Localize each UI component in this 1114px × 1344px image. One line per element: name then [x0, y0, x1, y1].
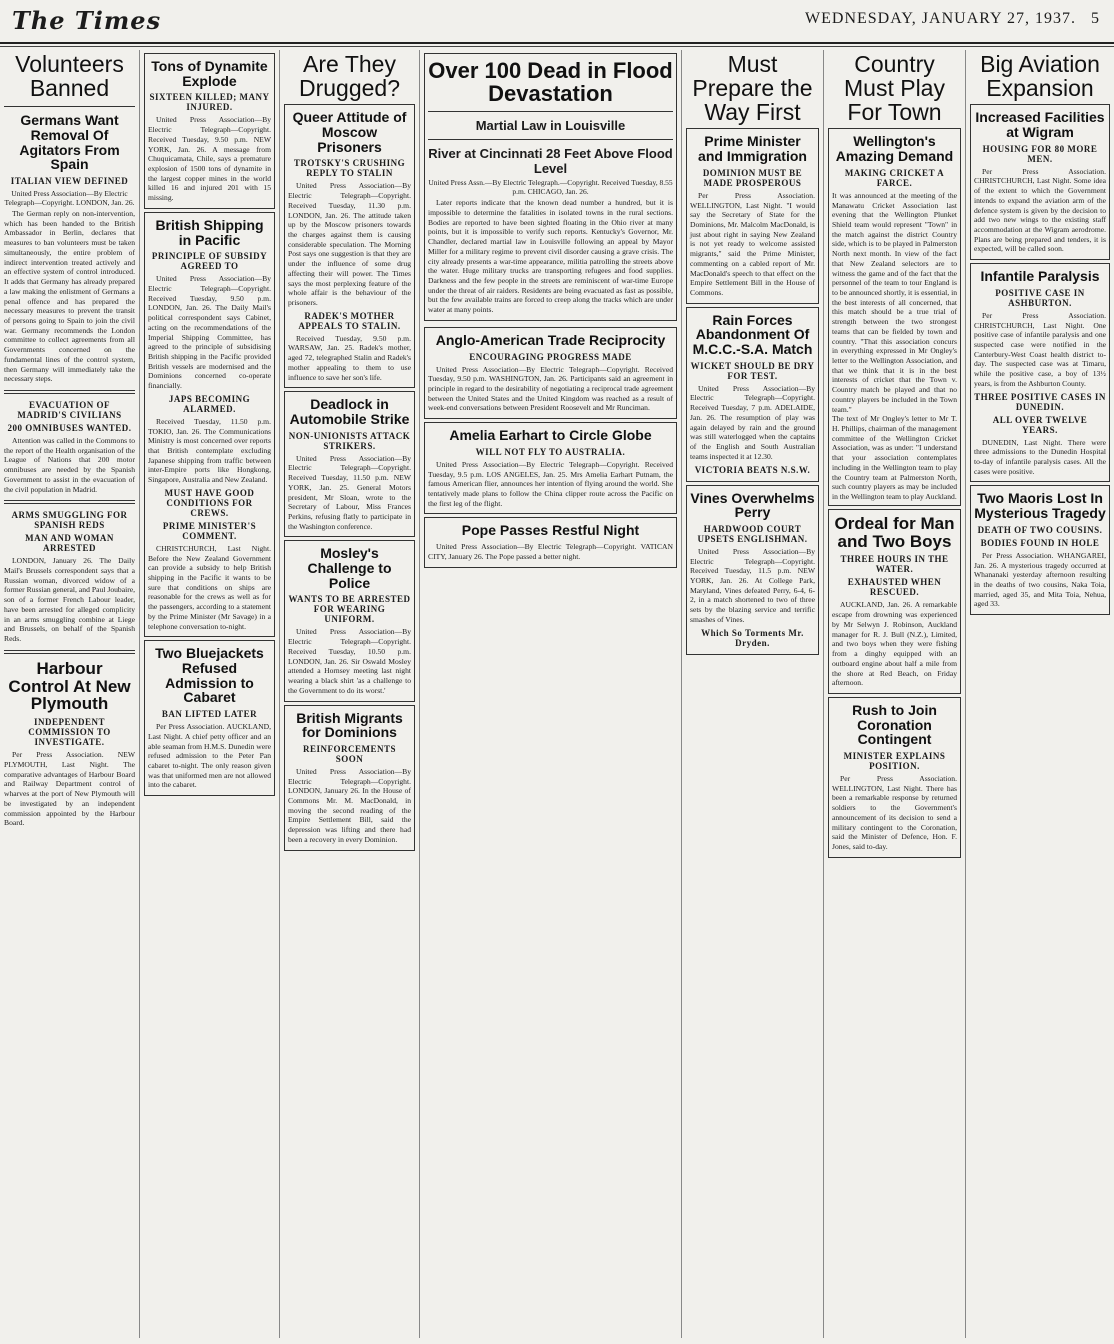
subhead: ALL OVER TWELVE YEARS. — [992, 414, 1088, 435]
article-body: United Press Association—By Electric Telegraph—Copyright. Received Tuesday, 9.50 p.m. WASHINGTON, Jan. 26. Participants said an agreement in principle in regard to the desirability of negotiating a reciprocal trade agreement between the United States and the United Kingdom was reached as a result of week-end conversations between President Roosevelt and Mr Runciman. — [428, 364, 673, 413]
headline: Two Bluejackets Refused Admission to Cabaret — [155, 645, 264, 706]
article-body: Per Press Association. NEW PLYMOUTH, Last Night. The comparative advantages of Harbour Board and Railway Department control of wharves at the port of New Plymouth will be investigated by an independent commission appointed by the Harbour Board. — [4, 750, 135, 828]
subhead: WICKET SHOULD BE DRY FOR TEST. — [690, 360, 815, 381]
article-box — [284, 540, 415, 701]
headline: Infantile Paralysis — [980, 268, 1100, 285]
divider — [428, 111, 673, 112]
article-body: DUNEDIN, Last Night. There were three admissions to the Dunedin Hospital to-day of infantile paralysis cases. All the cases were positive. — [974, 437, 1106, 476]
headline: Two Maoris Lost In Mysterious Tragedy — [974, 490, 1106, 522]
subhead: PRINCIPLE OF SUBSIDY AGREED TO — [151, 251, 268, 272]
article-body: United Press Association—By Electric Telegraph—Copyright. VATICAN CITY, January 26. The Pope passed a better night. — [428, 542, 673, 561]
subhead: RADEK'S MOTHER APPEALS TO STALIN. — [298, 310, 401, 331]
subhead: SIXTEEN KILLED; MANY INJURED. — [149, 92, 270, 113]
subhead: EXHAUSTED WHEN RESCUED. — [847, 577, 942, 598]
subhead: POSITIVE CASE IN ASHBURTON. — [995, 287, 1085, 308]
lead-subhead: River at Cincinnati 28 Feet Above Flood Level — [428, 146, 673, 177]
article-box — [424, 517, 677, 567]
headline: Vines Overwhelms Perry — [690, 489, 815, 521]
column-3 — [280, 50, 420, 1338]
subhead: BAN LIFTED LATER — [161, 709, 258, 720]
article-body: The German reply on non-intervention, which has been handed to the British Ambassador in Berlin, declares that measures to ban volunteers must be taken simultaneously, the entire problem of indirect intervention treated actively and an effective system of control introduced. It adds that Germany has already prepared a law making the enlistment of Germans a penal offence and has prepared the necessary measures to prevent the transit of persons going to Spain to join the civil war. Germany recommends the London committee to collect agreements from all Governments concerned on the fundamental lines of the control system, then Germany will immediately take the necessary steps. — [4, 209, 135, 384]
headline: Tons of Dynamite Explode — [151, 58, 268, 89]
article-body: Per Press Association. WELLINGTON, Last Night. There has been a remarkable response by returned soldiers to the Government's announcement of its decision to send a military contingent to the Coronation, said the Minister of Defence, Hon. F. Jones, said to-day. — [832, 774, 957, 852]
article-body: Later reports indicate that the known dead number a hundred, but it is impossible to determine the fatalities in isolated towns in the rural sections. Bodies are reported to have been sighted floating in the Ohio river at many points, but it is impossible to verify such reports. Kentucky's Governor, Mr. Chandler, declared martial law in Louisville following an appeal by Mayor Miller for a military regime to prevent civil disorder causing a grave crisis. The city already presents a war-time appearance, militia patrolling the streets above the water. Huge military trucks are transporting refugees and food supplies. Darkness and the few people in the streets are reminiscent of war-time Europe under the threat of air raiders. Residents are being evacuated as fast as possible, but the few available trains are forced to creep along the tracks which are under water at many points. — [428, 198, 673, 315]
subhead: TROTSKY'S CRUSHING REPLY TO STALIN — [293, 158, 406, 179]
article-body: Per Press Association. WHANGAREI, Jan. 26. A mysterious tragedy occurred at Whananaki yesterday afternoon resulting in the deaths of two cousins, Naka Toia, married, aged 35, and Mita Toia, Nehua, aged 33. — [974, 550, 1106, 609]
article-box — [828, 128, 961, 505]
masthead-title: The Times — [12, 6, 162, 35]
headline: Wellington's Amazing Demand — [835, 133, 954, 165]
article-box — [828, 509, 961, 694]
headline: Country Must Play For Town — [844, 51, 945, 126]
masthead — [0, 0, 1114, 44]
article-box — [284, 391, 415, 537]
subhead: REINFORCEMENTS SOON — [302, 743, 396, 764]
headline: Volunteers Banned — [15, 51, 124, 102]
divider — [4, 500, 135, 504]
article-box — [970, 485, 1110, 615]
article-body: The text of Mr Ongley's letter to Mr T. H. Phillips, chairman of the management committee of the Wellington Cricket Association, was as under: "I understand that your association contemplates including in the Wellington team to play the Country team at Palmerston North, such country players as may be included in the Wellington team to play Auckland. — [832, 414, 957, 502]
article-box — [144, 640, 275, 796]
divider — [4, 390, 135, 394]
headline: Pope Passes Restful Night — [461, 522, 640, 539]
article-body: Per Press Association. AUCKLAND, Last Night. A chief petty officer and an able seaman from H.M.S. Dunedin were refused admission to the Peter Pan cabaret to-night. The only reason given was that uniformed men are not allowed into the cabaret. — [148, 722, 271, 790]
subcolumn — [424, 324, 677, 571]
masthead-rule — [0, 46, 1114, 47]
subhead: ENCOURAGING PROGRESS MADE — [469, 351, 632, 362]
article-body: Received Tuesday, 11.50 p.m. TOKIO, Jan. 26. The Communications Ministry is most concerned over reports that British contemplate excluding Japanese shipping from traffic between inter-Empire ports like Hongkong, Singapore, Australia and New Zealand. — [148, 416, 271, 485]
article-box — [970, 263, 1110, 482]
article-body: Per Press Association. WELLINGTON, Last Night. "I would say the Secretary of State for the Dominions, Mr. Malcolm MacDonald, is just about right in saying New Zealand is not yet ready to welcome assisted migrants," said the Prime Minister, commenting on a cabled report of Mr. MacDonald's speech to that effect on the Empire Settlement Bill in the House of Commons. — [690, 190, 815, 297]
subhead: HOUSING FOR 80 MORE MEN. — [982, 143, 1098, 164]
subhead: HARDWOOD COURT UPSETS ENGLISHMAN. — [697, 523, 808, 544]
column-6 — [824, 50, 966, 1338]
article-body: Per Press Association. CHRISTCHURCH, Last Night. One positive case of infantile paralysis and one suspected case were notified in the Canterbury-West Coast health district to-day. The suspected case was at Timaru, while the positive case, a boy of 13½ years, is from the Ashburton County. — [974, 310, 1106, 388]
column-7-8 — [966, 50, 1114, 1338]
article-body: United Press Association—By Electric Telegraph—Copyright. Received Tuesday, 7 p.m. ADELAIDE, Jan. 26. The resumption of play was again delayed by rain and the ground was still waterlogged when the captains of the English and South Australian teams inspected it at 12.30. — [690, 383, 815, 461]
headline: Must Prepare the Way First — [692, 51, 813, 126]
subhead: INDEPENDENT COMMISSION TO INVESTIGATE. — [28, 717, 111, 748]
article-body: Attention was called in the Commons to the report of the Health organisation of the League of Nations that 200 motor omnibuses are needed by the Spanish Government to assist in the evacuation of the civil population in Madrid. — [4, 435, 135, 494]
lower-row — [424, 324, 677, 571]
headline: Harbour Control At New Plymouth — [8, 658, 131, 714]
subhead: MUST HAVE GOOD CONDITIONS FOR CREWS. — [164, 487, 255, 518]
article-body: United Press Association—By Electric Telegraph—Copyright. Received Tuesday, 11.50 p.m. NEW YORK, Jan. 25. General Motors president, Mr Sloan, wrote to the Secretary of Labour, Miss Frances Perkins, refusing flatly to participate in the Washington conference. — [288, 453, 411, 531]
article-box — [424, 327, 677, 419]
headline: British Migrants for Dominions — [296, 709, 403, 741]
article-body: CHRISTCHURCH, Last Night. Before the New Zealand Government can provide a subsidy to help British shipping in the Pacific it wants to be sure that conditions on ships are reasonable for the crews as well as for the passengers, according to a statement by the Prime Minister (Mr Savage) in a telephone conversation to-night. — [148, 543, 271, 631]
subhead: MAN AND WOMAN ARRESTED — [25, 533, 114, 554]
divider — [4, 650, 135, 654]
subhead: ARMS SMUGGLING FOR SPANISH REDS — [11, 510, 128, 531]
masthead-date: WEDNESDAY, JANUARY 27, 1937. — [805, 10, 1076, 27]
article-body: United Press Association—By Electric Telegraph—Copyright. Received Tuesday, 9.5 p.m. LOS ANGELES, Jan. 25. Mrs Amelia Earhart Putnam, the famous American flier, announces her intention of flying around the world. She tentatively made plans to follow the China clipper route across the Pacific on the first leg of the flight. — [428, 459, 673, 508]
headline: Anglo-American Trade Reciprocity — [435, 331, 666, 348]
article-body: United Press Association—By Electric Telegraph—Copyright. Received Tuesday, 10.50 p.m. LONDON, Jan. 26. Sir Oswald Mosley attended a Hornsey meeting last night wearing a black shirt 'as a challenge to the Government to do its worst.' — [288, 627, 411, 695]
subhead: EVACUATION OF MADRID'S CIVILIANS — [17, 399, 122, 420]
headline: Ordeal for Man and Two Boys — [834, 513, 955, 551]
headline: Amelia Earhart to Circle Globe — [449, 427, 652, 444]
article-box — [686, 307, 819, 482]
article-body: Per Press Association. CHRISTCHURCH, Last Night. Some idea of the extent to which the Government intends to expand the aviation arm of the defence system is given by the decision to add two new wings to the existing staff accommodation at the Wigram aerodrome. Plans are being prepared and tenders, it is expected, will be called soon. — [974, 166, 1106, 254]
credit-line: United Press Association—By Electric Telegraph—Copyright. LONDON, Jan. 26. — [4, 189, 135, 208]
subhead: VICTORIA BEATS N.S.W. — [694, 464, 811, 475]
article-box — [686, 485, 819, 655]
headline: Prime Minister and Immigration — [698, 133, 807, 165]
article-box — [686, 128, 819, 303]
article-body: LONDON, January 26. The Daily Mail's Brussels correspondent says that a Russian woman, divorced widow of a former Russian general, and Paul Joubaire, son of a former French Labour leader, have been arrested for alleged complicity in an arms smuggling combine at Liege and Brussels, on behalf of the Spanish Reds. — [4, 556, 135, 644]
subhead: BODIES FOUND IN HOLE — [980, 537, 1100, 548]
country-town-block — [828, 52, 961, 506]
article-box — [424, 422, 677, 514]
article-box — [284, 705, 415, 851]
article-body: United Press Association—By Electric Telegraph—Copyright. Received Tuesday, 9.50 p.m. NEW YORK, Jan. 26. A message from Chuquicamata, Chile, says a premature explosion of 1500 tons of dynamite in the largest copper mines in the world killed 16 and injured 201 with 15 missing. — [148, 115, 271, 203]
subhead: MAKING CRICKET A FARCE. — [844, 167, 945, 188]
headline: Queer Attitude of Moscow Prisoners — [292, 109, 407, 155]
article-body: United Press Association—By Electric Telegraph—Copyright. Received Tuesday, 9.50 p.m. LONDON, Jan. 26. The Daily Mail's political correspondent says Cabinet, acting on the recommendations of the Imperial Shipping Committee, has agreed to the principle of subsidising British shipping in the Pacific provided British vessels are modernised and the Dominions concerned co-operate financially. — [148, 274, 271, 391]
lead-story — [424, 53, 677, 321]
page-number: 5 — [1091, 10, 1100, 27]
column-4 — [420, 50, 682, 1338]
lead-headline: Over 100 Dead in Flood Devastation — [428, 58, 673, 107]
article-box — [144, 212, 275, 638]
headline: Deadlock in Automobile Strike — [289, 396, 410, 427]
credit-line: United Press Assn.—By Electric Telegraph.—Copyright. Received Tuesday, 8.55 p.m. CHICAGO, Jan. 26. — [428, 178, 673, 197]
subhead: WANTS TO BE ARRESTED FOR WEARING UNIFORM. — [288, 594, 411, 625]
subhead: ITALIAN VIEW DEFINED — [10, 176, 129, 187]
subhead: PRIME MINISTER'S COMMENT. — [162, 520, 257, 541]
article-box — [144, 53, 275, 209]
headline: Germans Want Removal Of Agitators From Spain — [19, 112, 120, 173]
headline: Increased Facilities at Wigram — [975, 109, 1105, 140]
subhead: Which So Torments Mr. Dryden. — [701, 627, 804, 648]
article-body: Received Tuesday, 9.50 p.m. WARSAW, Jan. 25. Radek's mother, aged 72, telegraphed Stalin and Radek's mother appealing to them to use influence to save her son's life. — [288, 333, 411, 382]
subhead: THREE POSITIVE CASES IN DUNEDIN. — [974, 391, 1106, 412]
lead-subhead: Martial Law in Louisville — [475, 118, 626, 134]
headline: Rain Forces Abandonment Of M.C.C.-S.A. Match — [692, 311, 813, 358]
subhead: DOMINION MUST BE MADE PROSPEROUS — [702, 167, 803, 188]
divider — [4, 106, 135, 107]
article-body: United Press Association—By Electric Telegraph—Copyright. Received Tuesday, 11.30 p.m. LONDON, Jan. 26. The attitude taken up by the Moscow prisoners towards the charges against them is causing considerable speculation. The Morning Post says one suggestion is that they are under the influence of some drug affecting their will power. The Times says the most perplexing feature of the whole affair is the behaviour of the prisoners. — [288, 181, 411, 307]
article-box — [284, 104, 415, 388]
article-box — [970, 104, 1110, 260]
article-box — [828, 697, 961, 858]
headline: Are They Drugged? — [298, 51, 401, 102]
subhead: NON-UNIONISTS ATTACK STRIKERS. — [288, 430, 411, 451]
divider — [428, 139, 673, 140]
subhead: DEATH OF TWO COUSINS. — [977, 524, 1103, 535]
column-5 — [682, 50, 824, 1338]
headline: Mosley's Challenge to Police — [307, 545, 392, 591]
subhead: 200 OMNIBUSES WANTED. — [7, 422, 132, 433]
article-body: It was announced at the meeting of the Manawatu Cricket Association last evening that the Wellington Plunket Shield team would represent "Town" in the match against the district Country side, which is to be played in Palmerston North next month. In view of the fact that New Zealand selectors are to witness the game and of the fact that the personnel of the team to tour England is to be announced shortly, it is essential, in the best interests of all concerned, that this match should be a true trial of strength between the two strongest teams that can be fielded by town and country. "That this association concurs in everything expressed in Mr Ongley's letter to the Wellington Association, and that we think that it is in the best interests of cricket that the Town v. Country match be played and that no country players be included in the Town team." — [832, 190, 957, 414]
article-body: United Press Association—By Electric Telegraph—Copyright. LONDON, January 26. In the House of Commons Mr. M. MacDonald, in moving the second reading of the Empire Settlement Bill, said the depression was lifting and there had been a recovery in every Dominion. — [288, 766, 411, 844]
headline: British Shipping in Pacific — [155, 216, 264, 248]
subhead: JAPS BECOMING ALARMED. — [168, 393, 251, 414]
column-1 — [0, 50, 140, 1338]
headline: Big Aviation Expansion — [980, 51, 1100, 102]
subhead: THREE HOURS IN THE WATER. — [840, 554, 949, 575]
article-body: United Press Association—By Electric Telegraph—Copyright. Received Tuesday, 11.5 p.m. NEW YORK, Jan. 26. At College Park, Maryland, Vines defeated Perry, 6-4, 6-2, in a match shortened to two of three sets by the blazing service and terrific smashes of Vines. — [690, 546, 815, 624]
headline: Rush to Join Coronation Contingent — [852, 701, 937, 748]
subhead: MINISTER EXPLAINS POSITION. — [843, 751, 946, 772]
subhead: WILL NOT FLY TO AUSTRALIA. — [475, 446, 626, 457]
column-2 — [140, 50, 280, 1338]
article-body: AUCKLAND, Jan. 26. A remarkable escape from drowning was experienced by Mr Selwyn J. Robinson, Auckland manager for R. J. Bull (N.Z.), Limited, and two boys when they were fishing from a dinghy equipped with an outboard engine about half a mile from the shore at Red Beach, on Friday afternoon. — [832, 600, 957, 688]
